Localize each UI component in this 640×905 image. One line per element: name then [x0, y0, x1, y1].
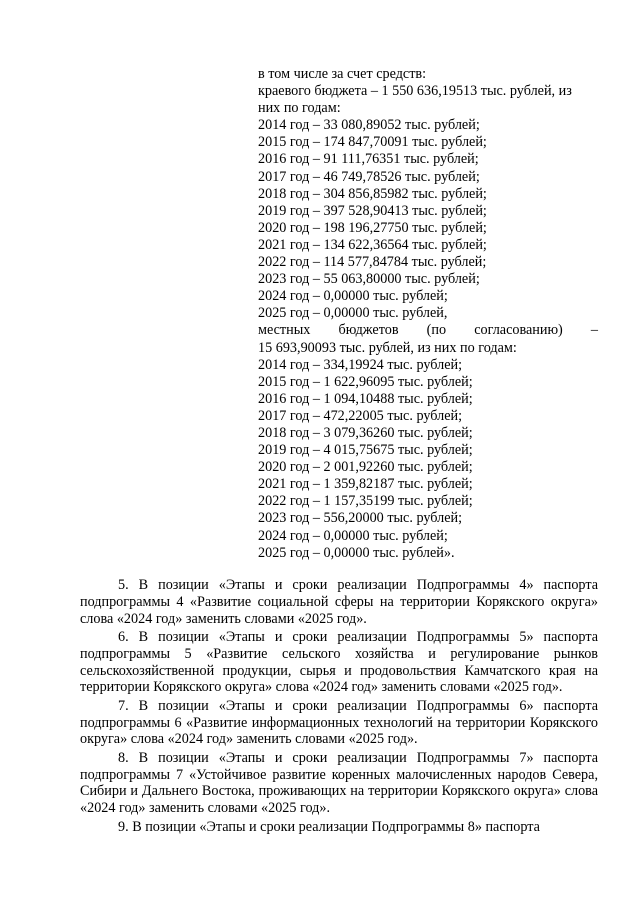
amendment-paragraph-7: 7. В позиции «Этапы и сроки реализации Подпрограммы 6» паспорта подпрограммы 6 «Развитие информационных технологий на территории Корякского округа» слова «2024 год» заменить словами «2025 год».	[80, 697, 598, 748]
local-year-item: 2022 год – 1 157,35199 тыс. рублей;	[258, 493, 473, 510]
regional-year-item: 2016 год – 91 111,76351 тыс. рублей;	[258, 151, 479, 168]
regional-year-item: 2014 год – 33 080,89052 тыс. рублей;	[258, 117, 480, 134]
budget-breakdown	[258, 66, 598, 562]
amendment-paragraph-5: 5. В позиции «Этапы и сроки реализации Подпрограммы 4» паспорта подпрограммы 4 «Развитие социальной сферы на территории Корякского округа» слова «2024 год» заменить словами «2025 год».	[80, 577, 598, 627]
local-word: –	[590, 322, 598, 339]
local-years-list	[258, 357, 598, 562]
regional-years-list	[258, 117, 598, 322]
local-word: согласованию)	[474, 322, 563, 339]
local-word: (по	[426, 322, 447, 339]
regional-budget-by-years-label: них по годам:	[258, 100, 341, 117]
local-year-item: 2021 год – 1 359,82187 тыс. рублей;	[258, 476, 473, 493]
local-word: местных	[258, 322, 311, 339]
local-year-item: 2019 год – 4 015,75675 тыс. рублей;	[258, 442, 473, 459]
amendment-paragraph-9: 9. В позиции «Этапы и сроки реализации Подпрограммы 8» паспорта	[118, 818, 540, 835]
local-year-item: 2018 год – 3 079,36260 тыс. рублей;	[258, 424, 473, 441]
local-year-item: 2014 год – 334,19924 тыс. рублей;	[258, 356, 463, 373]
local-year-item: 2024 год – 0,00000 тыс. рублей;	[258, 527, 448, 544]
amendment-paragraph-6: 6. В позиции «Этапы и сроки реализации Подпрограммы 5» паспорта подпрограммы 5 «Развитие сельского хозяйства и регулирование рынков сельскохозяйственной продукции, сырья и продовольствия Камчатского края на территории Корякского округа» слова «2024 год» заменить словами «2025 год».	[80, 628, 598, 696]
local-year-item: 2020 год – 2 001,92260 тыс. рублей;	[258, 459, 473, 476]
regional-year-item: 2015 год – 174 847,70091 тыс. рублей;	[258, 134, 487, 151]
local-year-item: 2017 год – 472,22005 тыс. рублей;	[258, 407, 463, 424]
regional-year-item: 2017 год – 46 749,78526 тыс. рублей;	[258, 168, 480, 185]
regional-year-item: 2021 год – 134 622,36564 тыс. рублей;	[258, 236, 487, 253]
regional-year-item: 2023 год – 55 063,80000 тыс. рублей;	[258, 271, 480, 288]
local-year-item: 2023 год – 556,20000 тыс. рублей;	[258, 510, 463, 527]
regional-year-item: 2018 год – 304 856,85982 тыс. рублей;	[258, 185, 487, 202]
local-year-item: 2025 год – 0,00000 тыс. рублей».	[258, 544, 455, 561]
regional-year-item: 2022 год – 114 577,84784 тыс. рублей;	[258, 254, 487, 271]
regional-budget-total: краевого бюджета – 1 550 636,19513 тыс. рублей, из	[258, 83, 572, 100]
amendment-paragraph-8: 8. В позиции «Этапы и сроки реализации Подпрограммы 7» паспорта подпрограммы 7 «Устойчивое развитие коренных малочисленных народов Севера, Сибири и Дальнего Востока, проживающих на территории Корякского округа» слова «2024 год» заменить словами «2025 год».	[80, 749, 598, 817]
amendment-paragraphs	[80, 577, 598, 837]
local-word: бюджетов	[338, 322, 399, 339]
local-year-item: 2015 год – 1 622,96095 тыс. рублей;	[258, 373, 473, 390]
local-budget-total: 15 693,90093 тыс. рублей, из них по годам:	[258, 339, 517, 356]
local-year-item: 2016 год – 1 094,10488 тыс. рублей;	[258, 390, 473, 407]
regional-year-item: 2019 год – 397 528,90413 тыс. рублей;	[258, 202, 487, 219]
regional-year-item: 2025 год – 0,00000 тыс. рублей,	[258, 305, 448, 322]
regional-year-item: 2024 год – 0,00000 тыс. рублей;	[258, 288, 448, 305]
budget-intro: в том числе за счет средств:	[258, 66, 427, 82]
regional-year-item: 2020 год – 198 196,27750 тыс. рублей;	[258, 219, 487, 236]
local-budget-header	[258, 322, 598, 339]
